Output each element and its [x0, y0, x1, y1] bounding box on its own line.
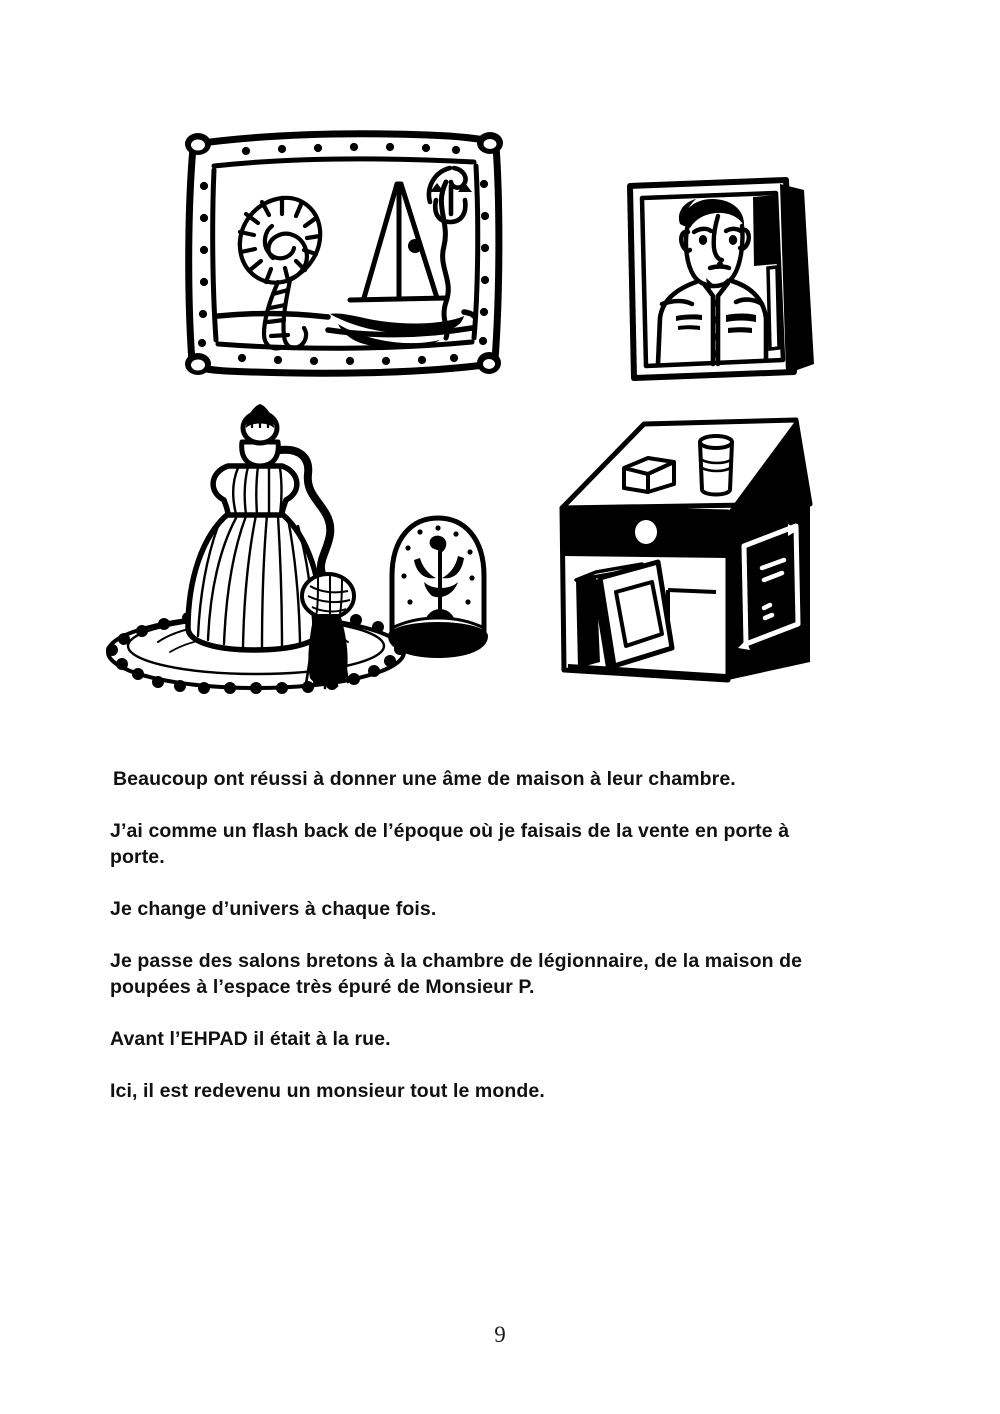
- page-number: 9: [494, 1322, 506, 1347]
- paragraph-3: Je change d’univers à chaque fois.: [110, 898, 437, 920]
- framed-seascape-illustration: [178, 122, 510, 384]
- paragraph-5: Avant l’EHPAD il était à la rue.: [110, 1028, 391, 1050]
- paragraph-6: Ici, il est redevenu un monsieur tout le monde.: [110, 1080, 545, 1102]
- paragraph-1: Beaucoup ont réussi à donner une âme de maison à leur chambre.: [113, 768, 736, 790]
- paragraph-4: Je passe des salons bretons à la chambre de légionnaire, de la maison de poupées à l’espace très épuré de Monsieur P.: [110, 950, 803, 998]
- body-text: [110, 766, 870, 1104]
- bedside-cabinet-illustration: [548, 412, 824, 702]
- paragraph-2: J’ai comme un flash back de l’époque où je faisais de la vente en porte à porte.: [110, 820, 790, 868]
- perfume-still-life-illustration: [104, 396, 496, 700]
- portrait-photo-illustration: [618, 168, 840, 386]
